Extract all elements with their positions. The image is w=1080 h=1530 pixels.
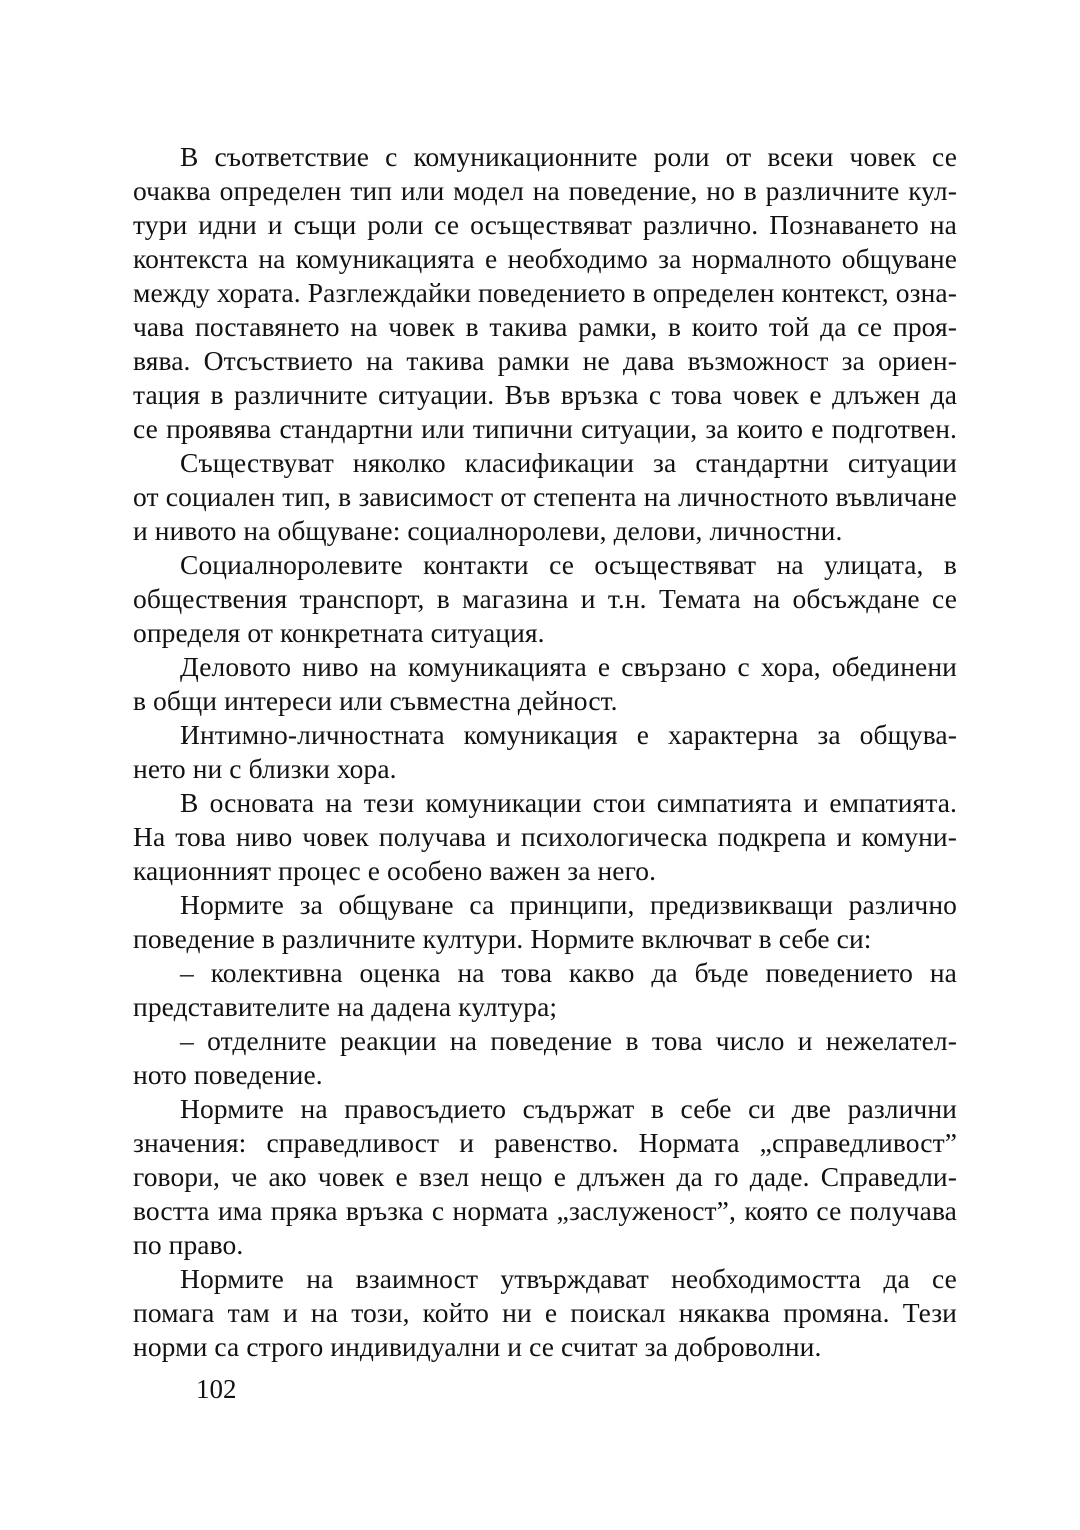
text-line: – колективна оценка на това какво да бъде поведението на — [180, 957, 957, 988]
text-line: ното поведение. — [133, 1059, 323, 1090]
text-line: и нивото на общуване: социалноролеви, делови, личностни. — [133, 515, 843, 546]
body-text — [133, 140, 957, 1364]
text-line: по право. — [133, 1229, 244, 1260]
text-line: тация в различните ситуации. Във връзка с това човек е длъжен да — [133, 379, 957, 410]
text-line: нето ни с близки хора. — [133, 753, 397, 784]
text-line: тури идни и същи роли се осъществяват различно. Познаването на — [133, 209, 957, 240]
text-line: На това ниво човек получава и психологическа подкрепа и комуни- — [133, 821, 957, 852]
text-line: Нормите на правосъдието съдържат в себе си две различни — [180, 1093, 957, 1124]
text-line: значения: справедливост и равенство. Нормата „справедливост” — [133, 1127, 957, 1158]
text-line: вява. Отсъствието на такива рамки не дава възможност за ориен- — [133, 345, 957, 376]
text-line: кационният процес е особено важен за него. — [133, 855, 657, 886]
text-line: в общи интереси или съвместна дейност. — [133, 685, 618, 716]
text-line: се проявява стандартни или типични ситуации, за които е подготвен. — [133, 413, 957, 444]
text-line: от социален тип, в зависимост от степента на личностното въвличане — [133, 481, 957, 512]
text-line: – отделните реакции на поведение в това число и нежелател- — [180, 1025, 957, 1056]
text-line: Съществуват няколко класификации за стандартни ситуации — [180, 447, 957, 478]
text-line: между хората. Разглеждайки поведението в определен контекст, озна- — [133, 277, 957, 308]
text-line: В съответствие с комуникационните роли от всеки човек се — [180, 141, 957, 172]
text-line: Социалноролевите контакти се осъществяват на улицата, в — [180, 549, 957, 580]
text-line: Деловото ниво на комуникацията е свързано с хора, обединени — [180, 651, 957, 682]
text-line: обществения транспорт, в магазина и т.н. Темата на обсъждане се — [133, 583, 957, 614]
text-line: Интимно-личностната комуникация е характерна за общува- — [180, 719, 957, 750]
text-line: Нормите за общуване са принципи, предизвикващи различно — [180, 889, 957, 920]
text-line: представителите на дадена култура; — [133, 991, 558, 1022]
text-line: востта има пряка връзка с нормата „заслуженост”, която се получава — [133, 1195, 957, 1226]
text-line: помага там и на този, който ни е поискал някаква промяна. Тези — [133, 1297, 957, 1328]
text-line: поведение в различните култури. Нормите включват в себе си: — [133, 923, 872, 954]
text-line: очаква определен тип или модел на поведение, но в различните кул- — [133, 175, 957, 206]
text-line: Нормите на взаимност утвърждават необходимостта да се — [180, 1263, 957, 1294]
text-line: норми са строго индивидуални и се считат за доброволни. — [133, 1331, 822, 1362]
page-number: 102 — [196, 1374, 237, 1404]
text-line: определя от конкретната ситуация. — [133, 617, 545, 648]
text-line: чава поставянето на човек в такива рамки, в които той да се проя- — [133, 311, 957, 342]
text-line: говори, че ако човек е взел нещо е длъжен да го даде. Справедли- — [133, 1161, 957, 1192]
text-line: В основата на тези комуникации стои симпатията и емпатията. — [180, 787, 957, 818]
text-line: контекста на комуникацията е необходимо за нормалното общуване — [133, 243, 957, 274]
